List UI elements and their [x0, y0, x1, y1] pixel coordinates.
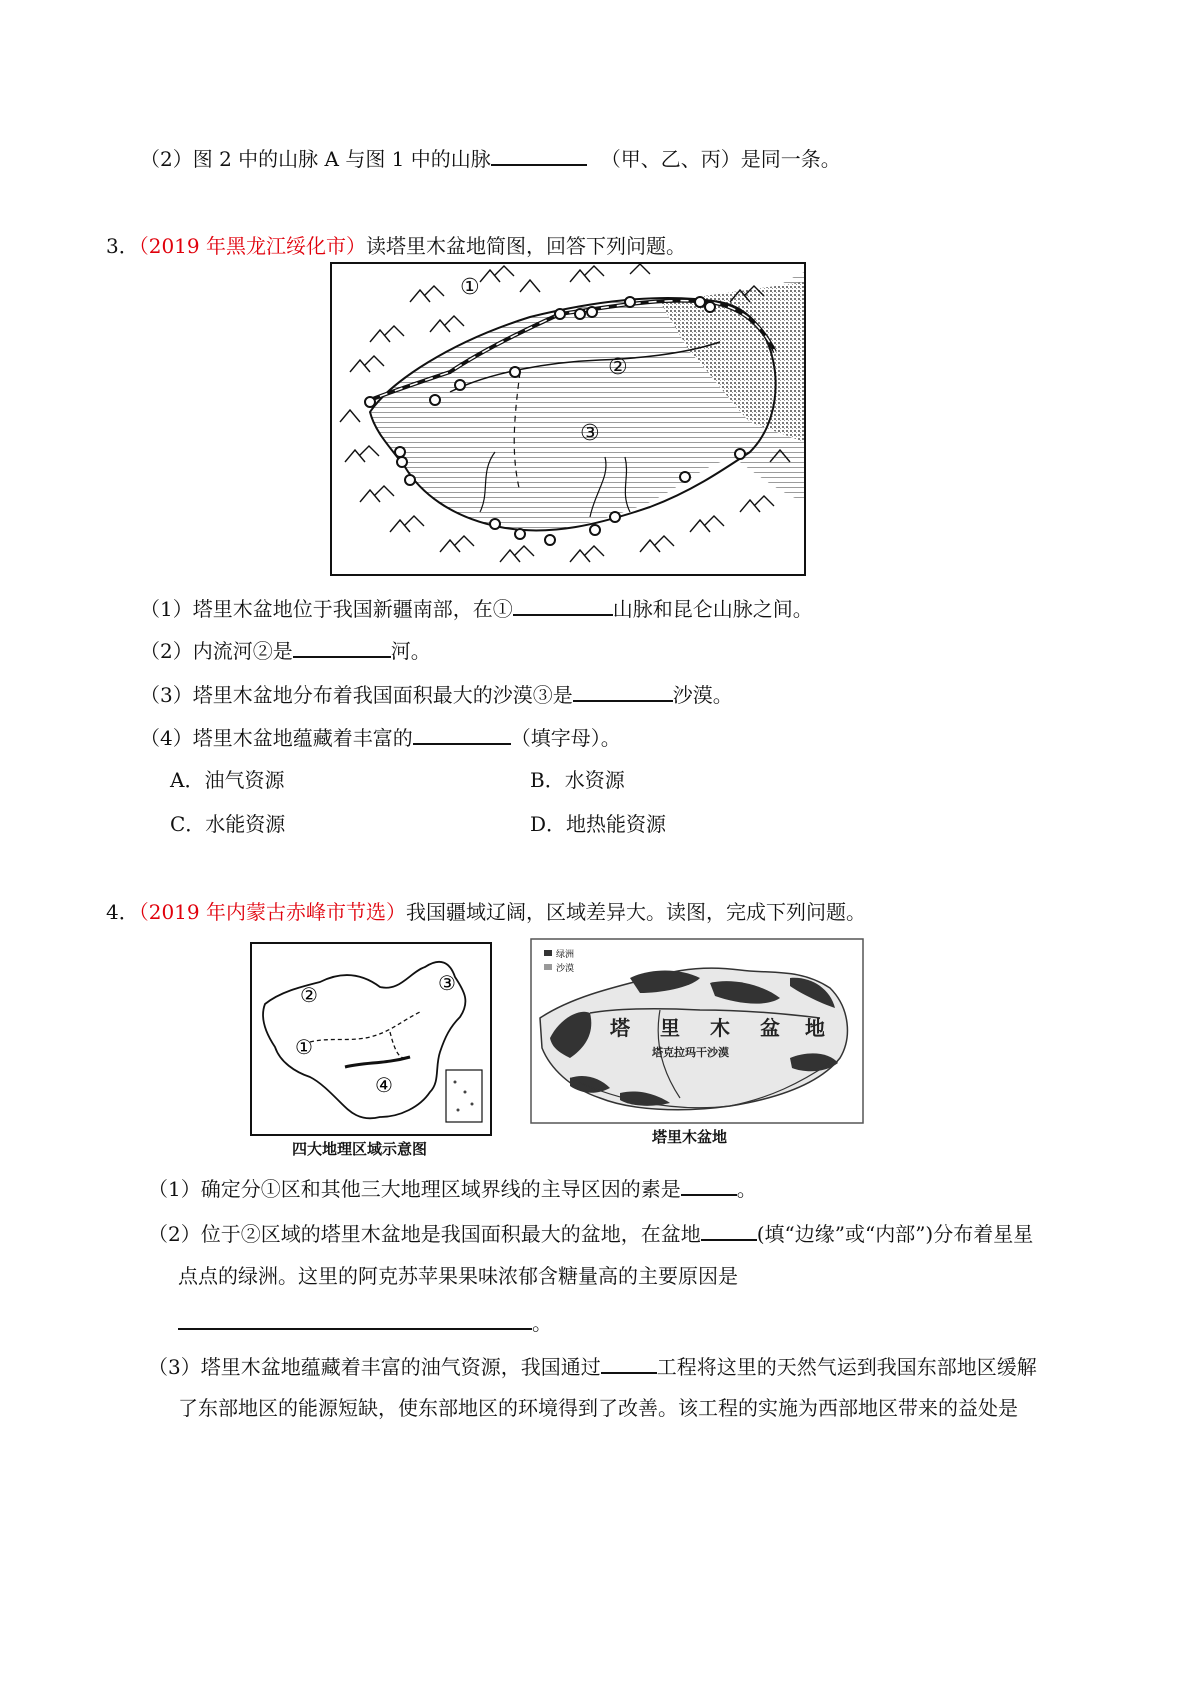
tarim-char-5: 地: [805, 1016, 825, 1040]
tarim-map-svg: [330, 262, 806, 576]
answer-blank[interactable]: [513, 592, 613, 616]
answer-blank[interactable]: [293, 634, 391, 658]
q4-sub2-text-2: 点点的绿洲。这里的阿克苏苹果果味浓郁含糖量高的主要原因是: [178, 1264, 738, 1288]
answer-blank[interactable]: [178, 1306, 532, 1330]
q3-sub3-suffix: 沙漠。: [672, 683, 733, 707]
fig2-caption: 塔里木盆地: [652, 1128, 728, 1146]
q4-header: [106, 898, 866, 926]
q4-sub3-line1: [148, 1350, 1037, 1381]
q3-sub1-suffix: 山脉和昆仑山脉之间。: [612, 597, 813, 621]
answer-blank[interactable]: [681, 1172, 737, 1196]
q3-sub3-text: （3）塔里木盆地分布着我国面积最大的沙漠③是: [140, 683, 573, 707]
q3-sub2: [140, 634, 431, 665]
q3-sub4-suffix: （填字母）。: [510, 726, 621, 750]
tarim-char-2: 里: [660, 1016, 680, 1040]
legend-oasis: 绿洲: [556, 950, 575, 960]
region-label-1: ①: [295, 1035, 313, 1059]
option-d[interactable]: [530, 810, 666, 838]
q3-sub2-text: （2）内流河②是: [140, 639, 293, 663]
q4-sub3-text: （3）塔里木盆地蕴藏着丰富的油气资源，我国通过: [148, 1355, 601, 1379]
question-number: 3．: [106, 234, 139, 258]
option-a-label: A．油气资源: [170, 768, 285, 792]
map-label-desert: ③: [580, 421, 600, 446]
q4-sub2-text-cont: (填“边缘”或“内部”)分布着星星: [756, 1222, 1034, 1246]
question-stem: 我国疆域辽阔，区域差异大。读图，完成下列问题。: [406, 900, 866, 924]
q3-sub4: [140, 721, 621, 752]
q3-sub1-text: （1）塔里木盆地位于我国新疆南部，在①: [140, 597, 513, 621]
map-label-mountain: ①: [460, 275, 480, 300]
legend-desert: 沙漠: [556, 964, 575, 974]
region-label-2: ②: [300, 983, 318, 1007]
q3-header: [106, 232, 686, 260]
question-source: （2019 年内蒙古赤峰市节选）: [138, 900, 406, 924]
question-stem: 读塔里木盆地简图，回答下列问题。: [366, 234, 686, 258]
tarim-char-3: 木: [710, 1016, 730, 1040]
q2-sub2-text: （2）图 2 中的山脉 A 与图 1 中的山脉: [140, 147, 491, 171]
option-b[interactable]: [530, 766, 625, 794]
china-four-regions-map: [250, 942, 492, 1136]
q2-sub2-suffix: （甲、乙、丙）是同一条。: [600, 147, 841, 171]
answer-blank[interactable]: [601, 1350, 657, 1374]
answer-blank[interactable]: [491, 142, 587, 166]
tarim-basin-sketch-map: [330, 262, 806, 576]
fig1-caption: 四大地理区域示意图: [292, 1140, 428, 1158]
q4-sub3-line2: [178, 1394, 1018, 1422]
answer-blank[interactable]: [413, 721, 511, 745]
q2-sub2: [140, 142, 841, 173]
q4-sub2-suffix: 。: [532, 1311, 552, 1335]
q4-sub2-line3: [178, 1306, 552, 1337]
q3-sub4-text: （4）塔里木盆地蕴藏着丰富的: [140, 726, 413, 750]
answer-blank[interactable]: [573, 678, 673, 702]
option-c-label: C．水能资源: [170, 812, 286, 836]
q4-sub1-suffix: 。: [736, 1177, 757, 1201]
desert-label: 塔克拉玛干沙漠: [652, 1046, 729, 1059]
option-a[interactable]: [170, 766, 284, 794]
tarim-char-4: 盆: [760, 1016, 780, 1040]
answer-blank[interactable]: [701, 1217, 757, 1241]
option-d-label: D．地热能资源: [530, 812, 667, 836]
option-b-label: B．水资源: [530, 768, 625, 792]
tarim-basin-map: [530, 938, 864, 1124]
question-source: （2019 年黑龙江绥化市）: [138, 234, 366, 258]
map-label-river: ②: [608, 355, 628, 380]
q3-sub2-suffix: 河。: [390, 639, 431, 663]
q4-sub1-text: （1）确定分①区和其他三大地理区域界线的主导区因的素是: [148, 1177, 681, 1201]
option-c[interactable]: [170, 810, 285, 838]
q4-sub3-text-cont: 工程将这里的天然气运到我国东部地区缓解: [656, 1355, 1037, 1379]
q3-sub1: [140, 592, 813, 623]
q4-sub2-line1: [148, 1217, 1033, 1248]
region-label-3: ③: [438, 971, 456, 995]
q3-sub3: [140, 678, 733, 709]
q4-sub1: [148, 1172, 757, 1203]
region-label-4: ④: [375, 1073, 393, 1097]
tarim-char-1: 塔: [610, 1016, 630, 1040]
question-number: 4．: [106, 900, 139, 924]
q4-sub3-text-2: 了东部地区的能源短缺，使东部地区的环境得到了改善。该工程的实施为西部地区带来的益处是: [178, 1396, 1018, 1420]
q4-sub2-text: （2）位于②区域的塔里木盆地是我国面积最大的盆地，在盆地: [148, 1222, 701, 1246]
q4-sub2-line2: [178, 1262, 738, 1290]
